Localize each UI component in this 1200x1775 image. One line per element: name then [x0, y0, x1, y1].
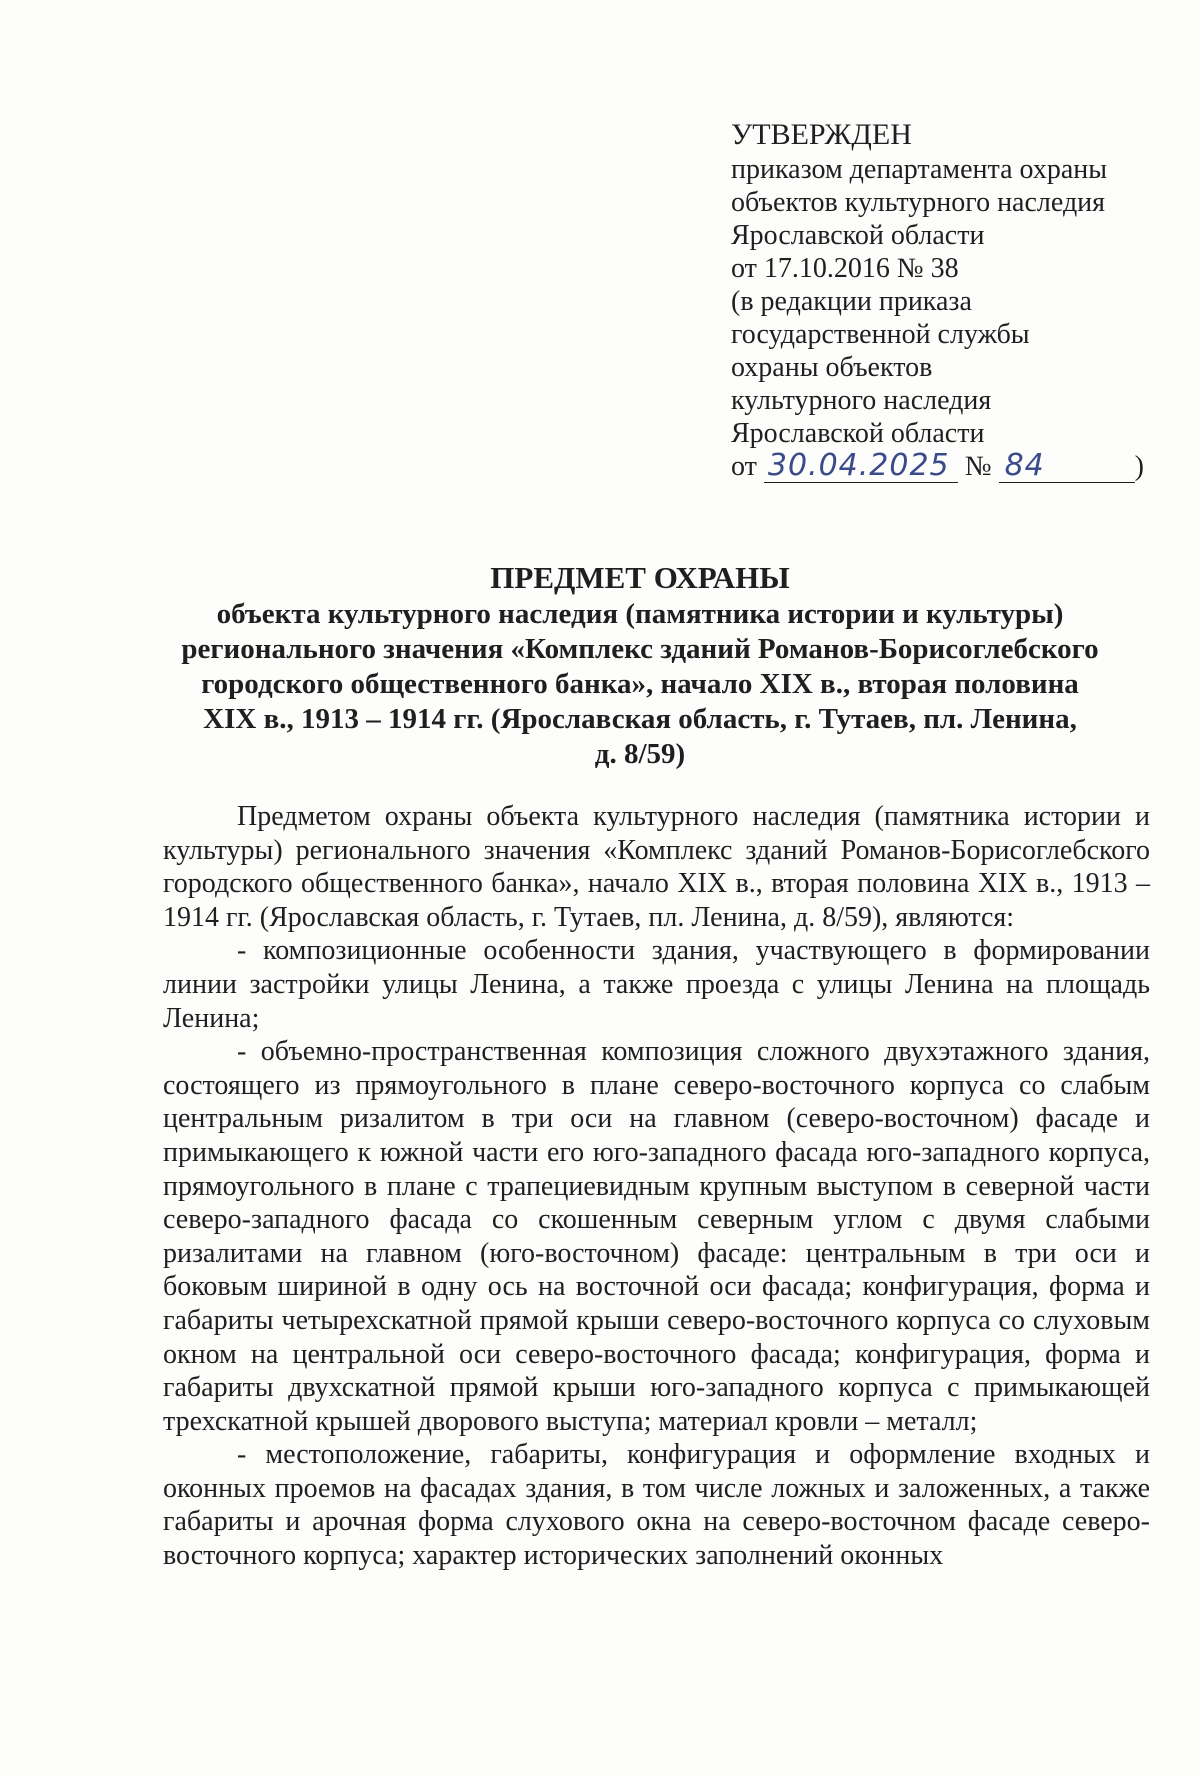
list-item: - композиционные особенности здания, участвующего в формировании линии застройки улицы Ленина, а также проезда с улицы Ленина на площадь Ленина;	[163, 935, 1150, 1034]
document-body	[163, 800, 1150, 1573]
date-prefix: от	[731, 451, 757, 482]
approval-line: государственной службы	[731, 319, 1030, 350]
approval-line: от 17.10.2016 № 38	[731, 253, 959, 284]
approval-line: охраны объектов	[731, 352, 933, 383]
document-title-block	[150, 560, 1130, 772]
approval-heading: УТВЕРЖДЕН	[731, 118, 912, 151]
title-line: XIX в., 1913 – 1914 гг. (Ярославская область, г. Тутаев, пл. Ленина,	[203, 703, 1077, 735]
number-blank	[999, 448, 1135, 483]
approval-line: объектов культурного наследия	[731, 187, 1106, 218]
number-sign: №	[964, 451, 992, 482]
approval-line: Ярославской области	[731, 220, 985, 251]
title-line: городского общественного банка», начало XIX в., вторая половина	[201, 668, 1079, 700]
handwritten-number: 84	[1004, 448, 1045, 483]
approval-block	[731, 118, 1151, 483]
approval-line: приказом департамента охраны	[731, 154, 1108, 185]
document-title: ПРЕДМЕТ ОХРАНЫ	[490, 560, 790, 595]
handwritten-date: 30.04.2025	[767, 448, 950, 483]
date-blank	[764, 448, 958, 483]
title-line: регионального значения «Комплекс зданий Романов-Борисоглебского	[181, 633, 1099, 665]
list-item: - объемно-пространственная композиция сложного двухэтажного здания, состоящего из прямоугольного в плане северо-восточного корпуса со слабым центральным ризалитом в три оси на главном (северо-восточном) фасаде и примыкающего к южной части его юго-западного фасада юго-западного корпуса, прямоугольного в плане с трапециевидным крупным выступом в северной части северо-западного фасада со скошенным северным углом с двумя слабыми ризалитами на главном (юго-восточном) фасаде: центральным в три оси и боковым шириной в одну ось на восточной оси фасада; конфигурация, форма и габариты четырехскатной прямой крыши северо-восточного корпуса со слуховым окном на центральной оси северо-восточного фасада; конфигурация, форма и габариты двухскатной прямой крыши юго-западного корпуса с примыкающей трехскатной крышей дворового выступа; материал кровли – металл;	[163, 1036, 1150, 1437]
title-line: объекта культурного наследия (памятника истории и культуры)	[216, 598, 1064, 630]
title-line: д. 8/59)	[594, 738, 686, 770]
list-item: - местоположение, габариты, конфигурация и оформление входных и оконных проемов на фасадах здания, в том числе ложных и заложенных, а также габариты и арочная форма слухового окна на северо-восточном фасаде северо-восточного корпуса; характер исторических заполнений оконных	[163, 1439, 1150, 1572]
closing-paren: )	[1134, 451, 1144, 482]
approval-line: культурного наследия	[731, 385, 992, 416]
approval-date-line	[731, 450, 1151, 483]
approval-line: Ярославской области	[731, 418, 985, 449]
approval-line: (в редакции приказа	[731, 286, 972, 317]
intro-paragraph: Предметом охраны объекта культурного наследия (памятника истории и культуры) регионального значения «Комплекс зданий Романов-Борисоглебского городского общественного банка», начало XIX в., вторая половина XIX в., 1913 – 1914 гг. (Ярославская область, г. Тутаев, пл. Ленина, д. 8/59), являются:	[163, 801, 1150, 933]
